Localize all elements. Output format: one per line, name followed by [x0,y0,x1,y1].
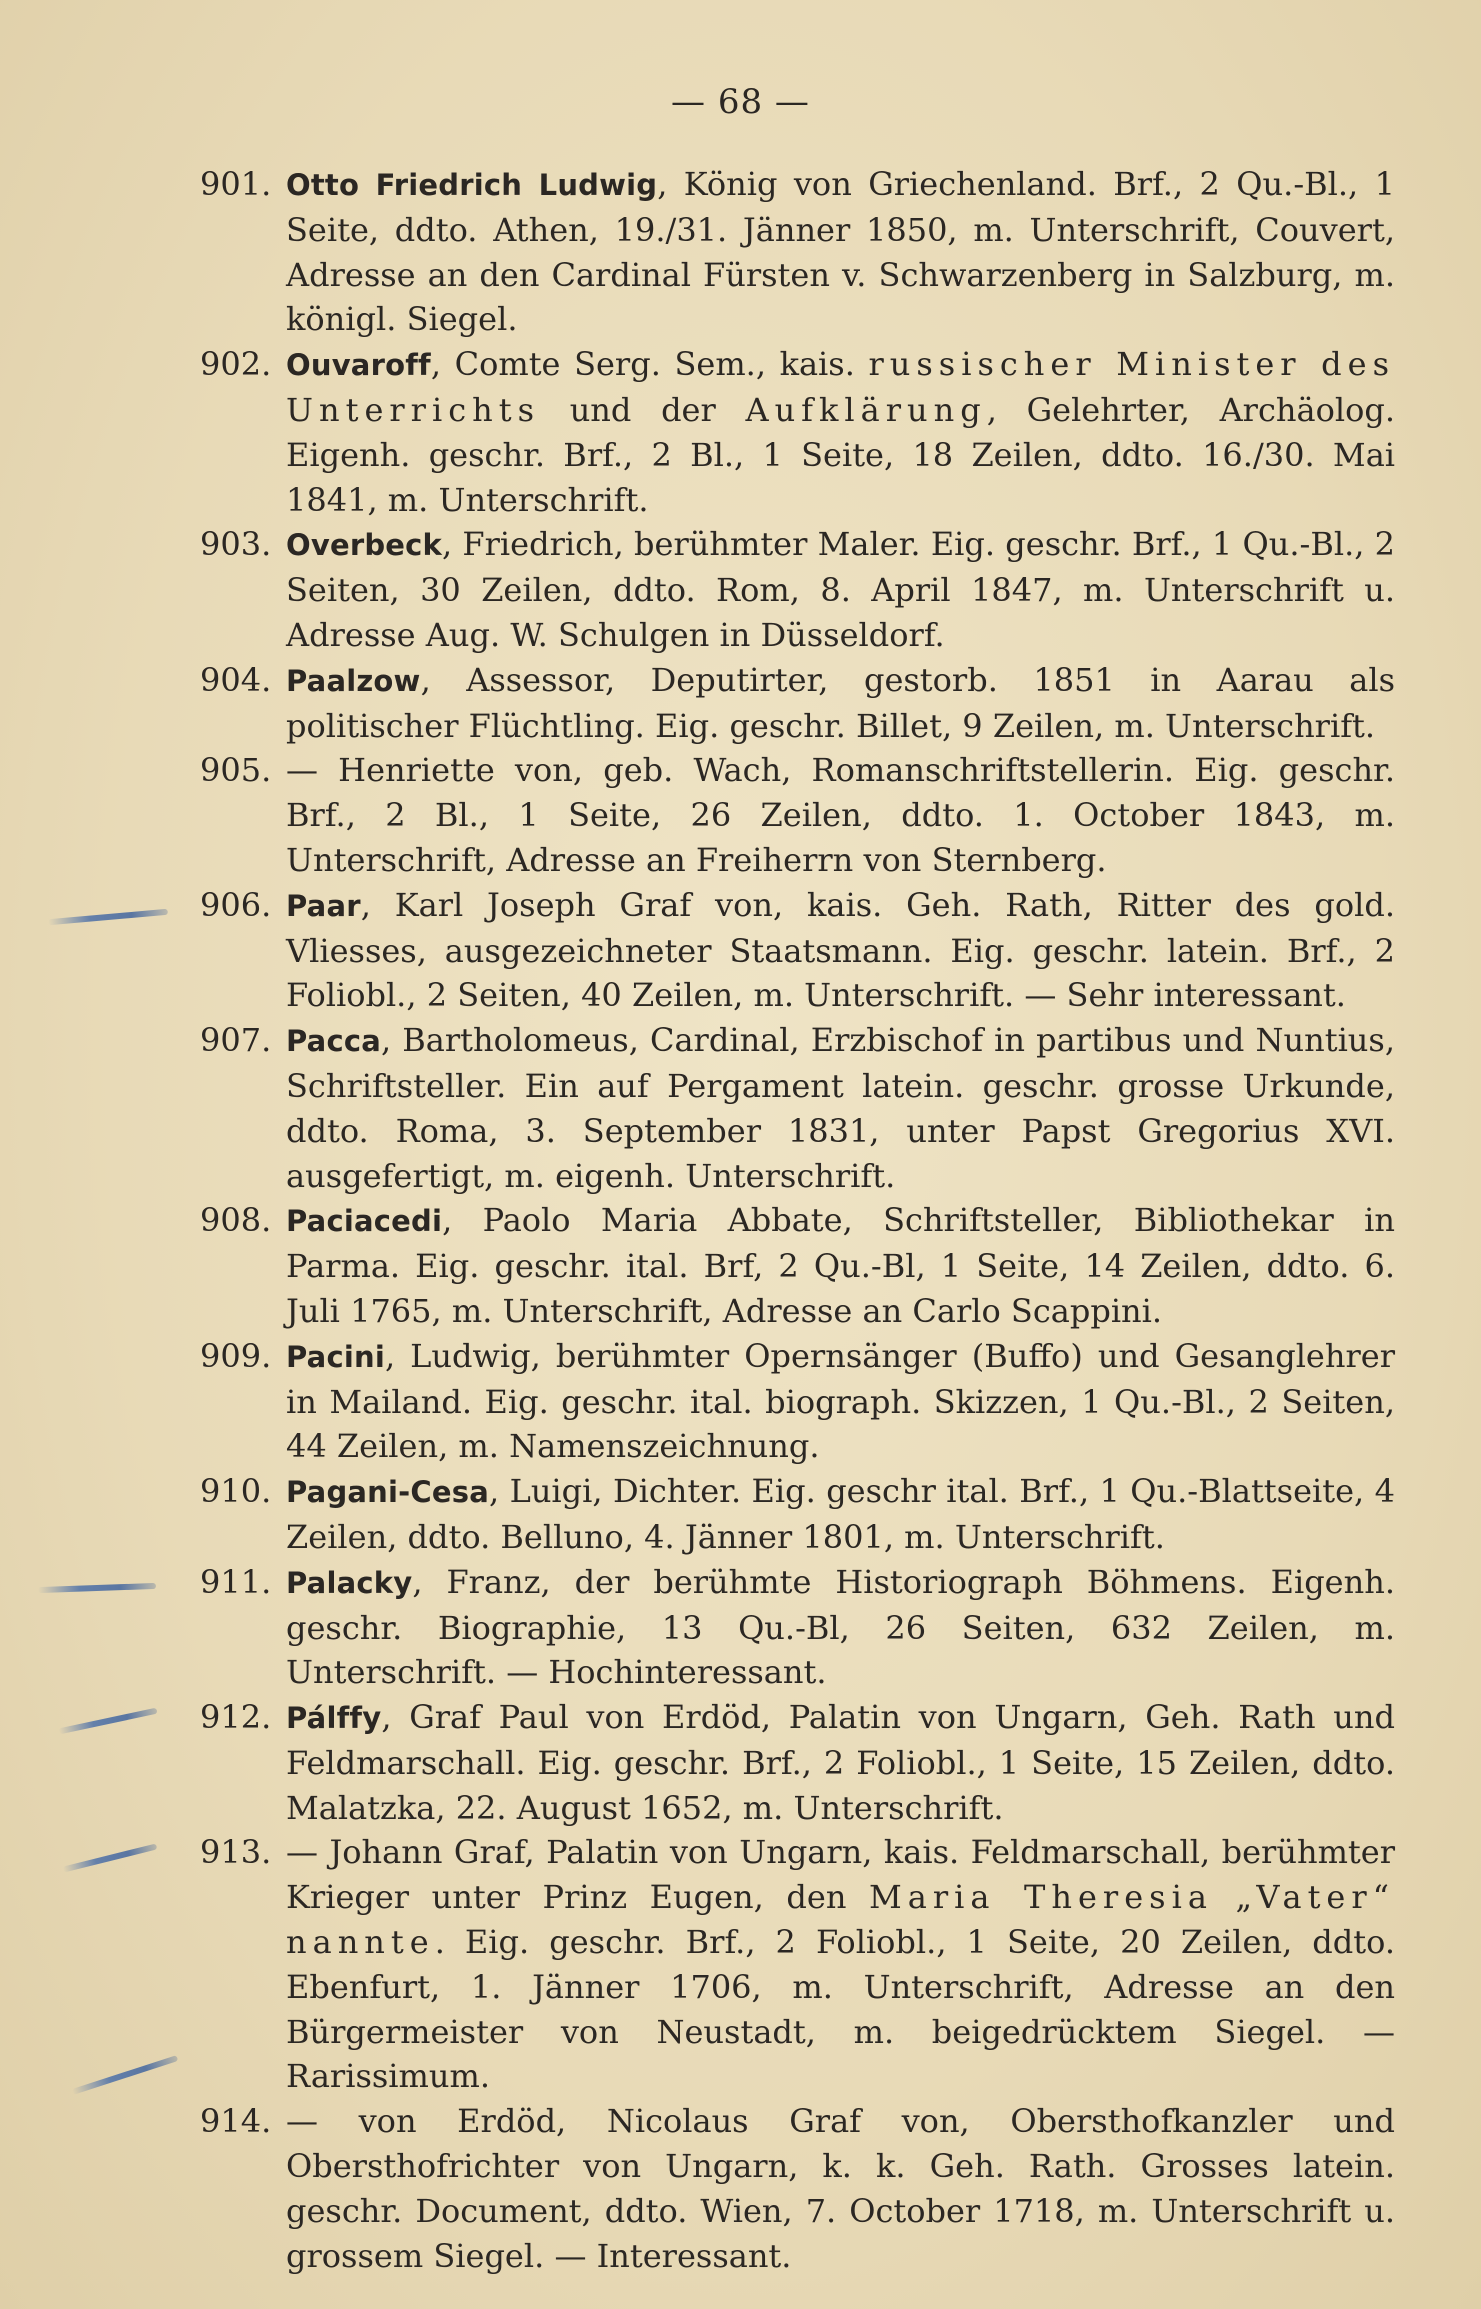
entry-number: 903. [200,525,272,564]
entry-spaced-text: Aufklärung [745,390,987,429]
entry-901 [200,162,1395,342]
entry-name: Pálffy [286,1701,382,1736]
entry-913 [200,1830,1395,2099]
entry-name: Paar [286,888,361,923]
margin-mark-913 [63,1843,158,1872]
entry-name: Ouvaroff [286,348,431,383]
entry-spaced-text: russischer Minister des Unterrichts [286,345,1396,429]
margin-mark-912 [58,1708,157,1735]
entry-name: Pagani-Cesa [286,1475,489,1510]
entry-text: , Karl Joseph Graf von, kais. Geh. Rath, Ritter des gold. Vliesses, ausgezeichneter Staatsmann. Eig. geschr. latein. Brf., 2 Foliobl., 2 Seiten, 40 Zeilen, m. Unterschrift. — Sehr interessant. [286,885,1395,1015]
entry-name: Otto Friedrich Ludwig [286,168,658,202]
entry-number: 905. [200,751,272,790]
entry-903 [200,522,1395,657]
entry-text: , Friedrich, berühmter Maler. Eig. geschr. Brf., 1 Qu.-Bl., 2 Seiten, 30 Zeilen, ddto. Rom, 8. April 1847, m. Unterschrift u. Adresse Aug. W. Schulgen in Düsseldorf. [286,525,1395,654]
entry-name: Pacini [286,1339,385,1374]
margin-mark-906 [48,909,168,925]
entry-914 [200,2099,1395,2278]
entry-text: , Paolo Maria Abbate, Schriftsteller, Bibliothekar in Parma. Eig. geschr. ital. Brf, 2 Qu.-Bl, 1 Seite, 14 Zeilen, ddto. 6. Juli 1765, m. Unterschrift, Adresse an Carlo Scappini. [286,1201,1395,1330]
entry-text: , Bartholomeus, Cardinal, Erzbischof in partibus und Nuntius, Schriftsteller. Ein auf Pergament latein. geschr. grosse Urkunde, ddto. Roma, 3. September 1831, unter Papst Gregorius XVI. ausgefertigt, m. eigenh. Unterschrift. [286,1021,1395,1195]
entry-number: 909. [200,1336,272,1375]
entry-text: , Graf Paul von Erdöd, Palatin von Ungarn, Geh. Rath und Feldmarschall. Eig. geschr. Brf., 2 Foliobl., 1 Seite, 15 Zeilen, ddto. Malatzka, 22. August 1652, m. Unterschrift. [286,1698,1395,1827]
entry-905 [200,748,1395,882]
entry-name: Pacca [286,1024,381,1059]
entry-text: , Luigi, Dichter. Eig. geschr ital. Brf., 1 Qu.-Blattseite, 4 Zeilen, ddto. Belluno, 4. Jänner 1801, m. Unterschrift. [286,1472,1395,1556]
entry-text: , Franz, der berühmte Historiograph Böhmens. Eigenh. geschr. Biographie, 13 Qu.-Bl, 26 Seiten, 632 Zeilen, m. Unterschrift. — Hochinteressant. [286,1562,1395,1692]
entries-list [200,162,1395,2278]
entry-text: , König von Griechenland. Brf., 2 Qu.-Bl., 1 Seite, ddto. Athen, 19./31. Jänner 1850, m. Unterschrift, Couvert, Adresse an den Cardinal Fürsten v. Schwarzenberg in Salzburg, m. königl. Siegel. [286,165,1395,339]
entry-909 [200,1334,1395,1469]
entry-number: 914. [200,2102,272,2141]
entry-number: 904. [200,660,272,699]
entry-text: — von Erdöd, Nicolaus Graf von, Obersthofkanzler und Obersthofrichter von Ungarn, k. k. Geh. Rath. Grosses latein. geschr. Document, ddto. Wien, 7. October 1718, m. Unterschrift u. grossem Siegel. — Interessant. [286,2102,1395,2275]
entry-911 [200,1560,1395,1695]
entry-spaced-text: „Vater“ nannte [286,1878,1396,1962]
entry-number: 913. [200,1833,272,1872]
entry-text: , Comte Serg. Sem., kais. [430,345,869,384]
entry-number: 901. [200,165,272,203]
margin-mark-911 [38,1583,156,1593]
entry-number: 908. [200,1201,272,1240]
entry-908 [200,1198,1395,1333]
entry-text [1213,1878,1236,1916]
entry-number: 902. [200,345,272,384]
entry-902 [200,342,1395,522]
entry-text: — Henriette von, geb. Wach, Romanschriftstellerin. Eig. geschr. Brf., 2 Bl., 1 Seite, 26 Zeilen, ddto. 1. October 1843, m. Unterschrift, Adresse an Freiherrn von Sternberg. [286,751,1395,879]
entry-number: 911. [200,1562,272,1601]
entry-name: Paalzow [286,663,421,698]
entry-text: , Assessor, Deputirter, gestorb. 1851 in Aarau als politischer Flüchtling. Eig. geschr. Billet, 9 Zeilen, m. Unterschrift. [286,660,1395,745]
entry-text: , Ludwig, berühmter Opernsänger (Buffo) und Gesanglehrer in Mailand. Eig. geschr. ital. biograph. Skizzen, 1 Qu.-Bl., 2 Seiten, 44 Zeilen, m. Namenszeichnung. [286,1336,1395,1466]
page-number: — 68 — [671,82,810,122]
entry-number: 907. [200,1021,272,1060]
entry-text: . Eig. geschr. Brf., 2 Foliobl., 1 Seite, 20 Zeilen, ddto. Ebenfurt, 1. Jänner 1706, m. Unterschrift, Adresse an den Bürgermeister von Neustadt, m. beigedrücktem Siegel. — Rarissimum. [286,1923,1395,2096]
entry-name: Palacky [286,1565,413,1600]
entry-name: Paciacedi [286,1204,443,1239]
entry-text: , Gelehrter, Archäolog. Eigenh. geschr. Brf., 2 Bl., 1 Seite, 18 Zeilen, ddto. 16./30. Mai 1841, m. Unterschrift. [286,390,1395,519]
entry-910 [200,1469,1395,1560]
margin-mark-914 [72,2055,178,2095]
entry-number: 906. [200,885,272,924]
entry-906 [200,883,1395,1018]
entry-text: — Johann Graf, Palatin von Ungarn, kais. Feldmarschall, berühmter Krieger unter Prinz Eugen, den [286,1833,1395,1917]
entry-number: 910. [200,1472,272,1511]
entry-spaced-text: Maria Theresia [869,1878,1213,1917]
entry-912 [200,1695,1395,1830]
entry-904 [200,658,1395,749]
entry-number: 912. [200,1698,272,1737]
entry-907 [200,1018,1395,1198]
entry-text: und der [540,390,746,429]
entry-name: Overbeck [286,528,443,563]
